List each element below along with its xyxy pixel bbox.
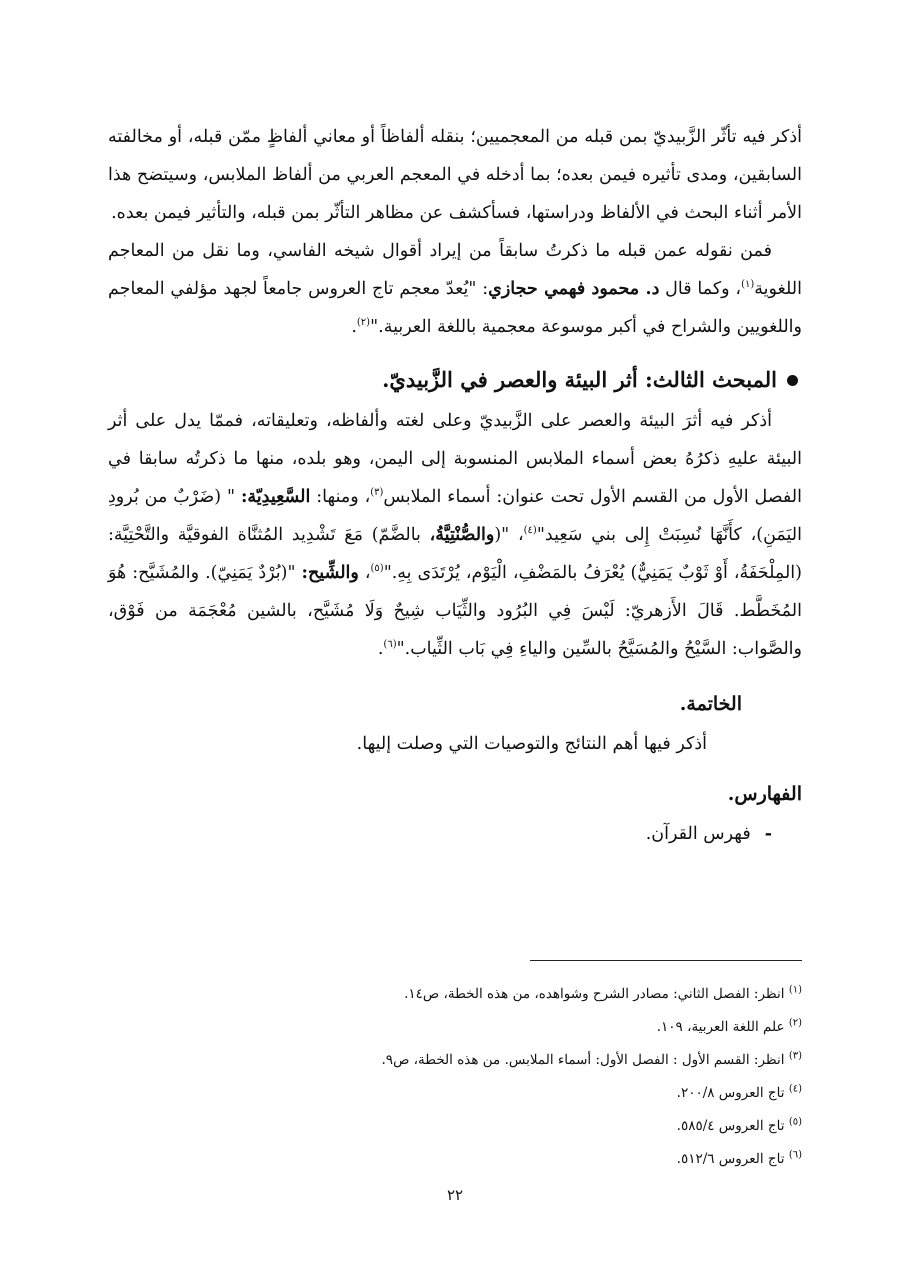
list-item bbox=[108, 814, 802, 854]
section-heading bbox=[108, 358, 802, 402]
author-name: د. محمود فهمي حجازي bbox=[488, 279, 660, 299]
footnote-ref-4[interactable]: (٤) bbox=[523, 525, 537, 537]
footnote-5: $^{(٥)}$ تاج العروس ٥٨٥/٤. bbox=[676, 1116, 802, 1134]
footnote-ref-5[interactable]: (٥) bbox=[370, 563, 384, 575]
footnote-ref-1[interactable]: (١) bbox=[741, 279, 755, 291]
footnote-1: $^{(١)}$ انظر: الفصل الثاني: مصادر الشرح وشواهده، من هذه الخطة، ص١٤. bbox=[404, 984, 802, 1002]
dash-marker: - bbox=[764, 824, 772, 844]
section-heading-text: المبحث الثالث: أثر البيئة والعصر في الزَّبيديّ. bbox=[382, 367, 777, 392]
footnotes bbox=[108, 978, 802, 1176]
bullet-icon bbox=[787, 375, 798, 386]
conclusion-text: أذكر فيها أهم النتائج والتوصيات التي وصلت إليها. bbox=[356, 734, 707, 754]
conclusion-title: الخاتمة. bbox=[679, 693, 742, 715]
footnote-divider bbox=[530, 960, 802, 961]
footnote-ref-6[interactable]: (٦) bbox=[383, 639, 397, 651]
footnote-3: $^{(٣)}$ انظر: القسم الأول : الفصل الأول: أسماء الملابس. من هذه الخطة، ص٩. bbox=[381, 1050, 802, 1068]
indexes-title: الفهارس. bbox=[727, 783, 802, 805]
term-saeediya: السَّعِيدِيّة: bbox=[240, 487, 311, 507]
footnote-6: $^{(٦)}$ تاج العروس ٥١٢/٦. bbox=[676, 1149, 802, 1167]
page-body bbox=[108, 118, 802, 854]
sources-paragraph: فمن نقوله عمن قبله ما ذكرتُ سابقاً من إيراد أقوال شيخه الفاسي، وما نقل من المعاجم اللغوية$^{(١)}$، وكما قال د. محمود فهمي حجازي: "يُعدّ معجم تاج العروس جامعاً لجهد مؤلفي المعاجم واللغويين والشراح في أكبر موسوعة معجمية باللغة العربية."$^{(٢)}$. bbox=[108, 241, 802, 337]
intro-paragraph: أذكر فيه تأثّر الزَّبيديّ بمن قبله من المعجميين؛ بنقله ألفاظاً أو معاني ألفاظٍ ممّن قبله، أو مخالفته السابقين، ومدى تأثيره فيمن بعده؛ بما أدخله في المعجم العربي من ألفاظ الملابس، وسيتضح هذا الأمر أثناء البحث في الألفاظ ودراستها، فسأكشف عن مظاهر التأثّر بمن قبله، والتأثير فيمن بعده. bbox=[108, 127, 802, 223]
footnote-2: $^{(٢)}$ علم اللغة العربية، ١٠٩. bbox=[656, 1017, 802, 1035]
page-number: ٢٢ bbox=[446, 1186, 464, 1204]
list-item-text: فهرس القرآن. bbox=[645, 824, 751, 844]
environment-paragraph: أذكر فيه أثرَ البيئة والعصر على الزَّبيديّ وعلى لغته وألفاظه، وتعليقاته، فممّا يدل على أثر البيئة عليهِ ذكرُهُ بعض أسماء الملابس المنسوبة إلى اليمن، وهو بلده، منها ما ذكرتُه سابقا في الفصل الأول من القسم الأول تحت عنوان: أسماء الملابس$^{(٣)}$، ومنها: السَّعِيدِيّة: " (ضَرْبٌ من بُرودِ اليَمَنِ)، كأَنَّهَا نُسِبَتْ إِلى بني سَعِيد"$^{(٤)}$، "(والصُّنْتِيَّةُ، بالضَّمّ) مَعَ تَشْدِيد المُثنَّاة الفوقيَّة والتَّحْتِيَّة: (المِلْحَفَةُ، أَوْ ثَوْبٌ يَمَنِيٌّ) يُعْرَفُ بالمَضْفِ، الْيَوْم، يُرْتَدَى بِهِ."$^{(٥)}$، والشِّيح: "(بُرْدٌ يَمَنِيّ). والمُشَيَّح: هُوَ المُخَطَّط. قَالَ الأَزهريّ: لَيْسَ فِي البُرُود والثِّيَاب شِيحٌ وَلَا مُشَيَّح، بالشين مُعْجَمَة من فَوْق، والصَّواب: السَّيْحُ والمُسَيَّحُ بالسِّين والياءِ فِي بَاب الثِّياب."$^{(٦)}$. bbox=[108, 411, 802, 659]
footnote-4: $^{(٤)}$ تاج العروس ٢٠٠/٨. bbox=[676, 1083, 802, 1101]
footnote-ref-3[interactable]: (٣) bbox=[370, 487, 384, 499]
term-sheeh: والشِّيح: bbox=[301, 563, 359, 583]
footnote-ref-2[interactable]: (٢) bbox=[356, 317, 371, 329]
term-suntiya: والصُّنْتِيَّةُ، bbox=[429, 525, 495, 545]
